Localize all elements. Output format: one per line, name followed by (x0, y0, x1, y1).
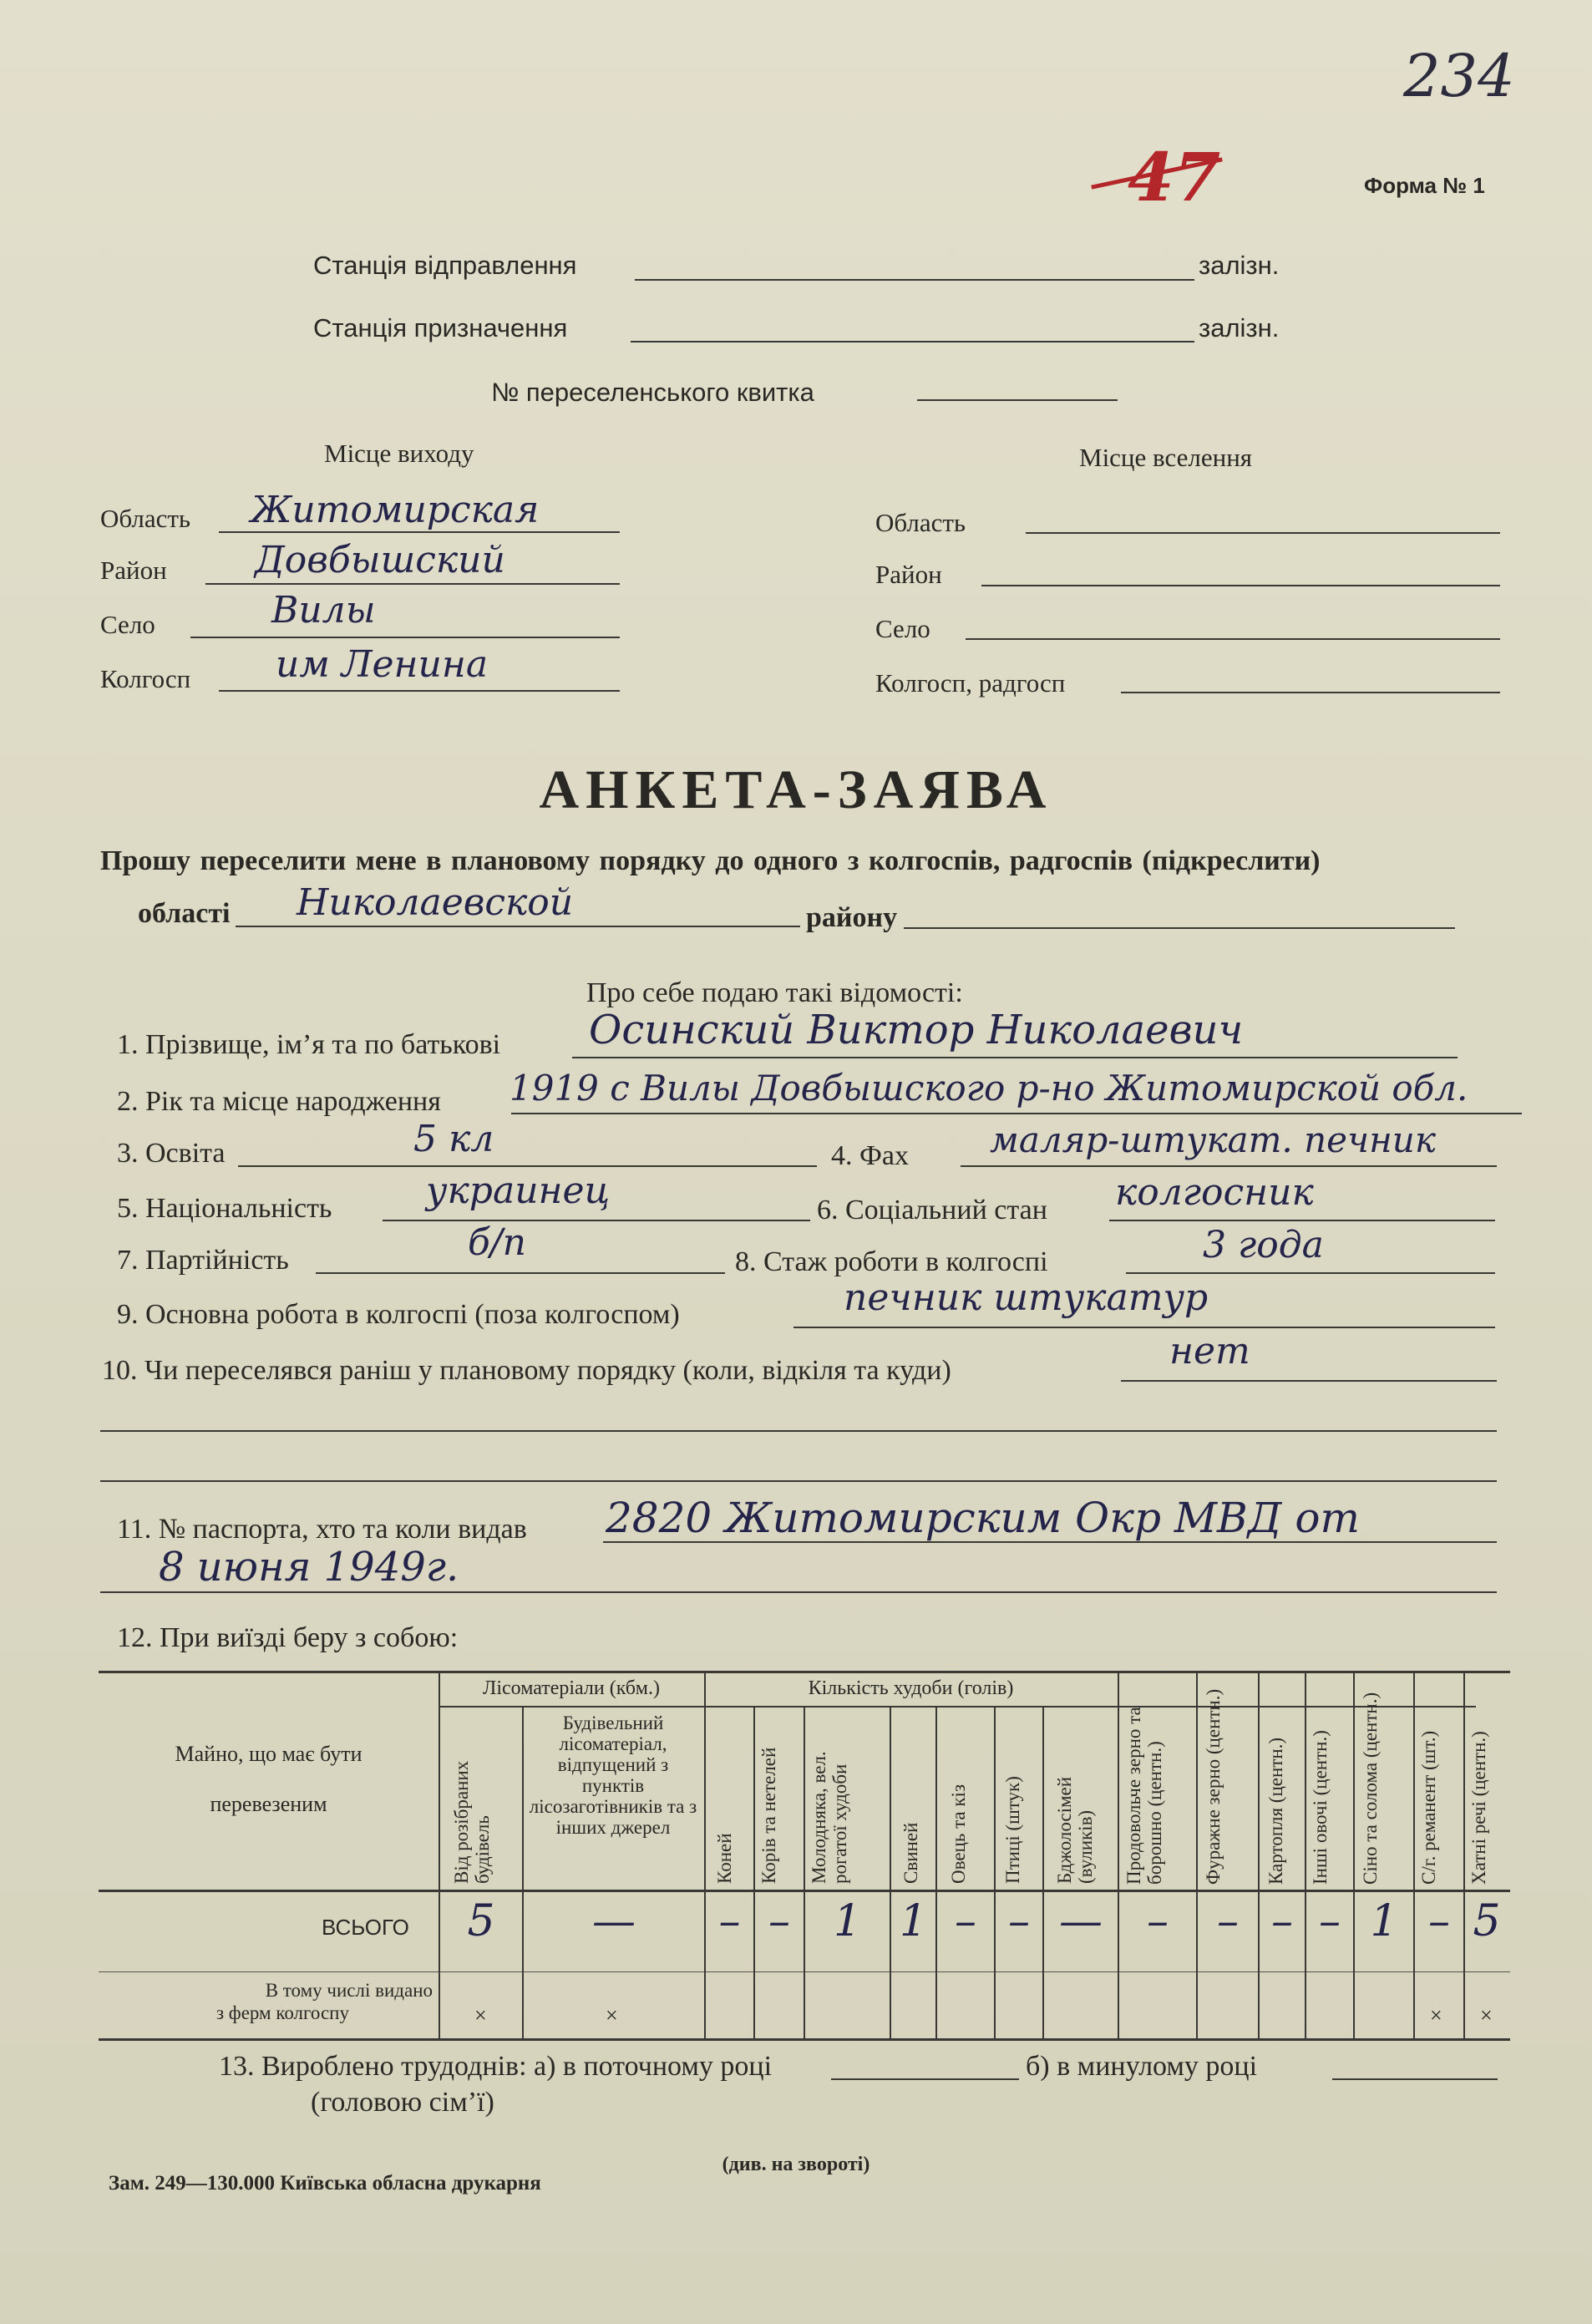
q5-label: 5. Національність (117, 1193, 332, 1224)
sheet-number: 234 (1403, 42, 1515, 110)
arrival-label: Станція призначення (313, 313, 568, 343)
total-value: – (718, 1896, 741, 1946)
farm-mark: × (606, 2003, 618, 2027)
total-label: ВСЬОГО (322, 1915, 409, 1940)
total-value: 1 (899, 1896, 928, 1946)
farm-label-line2: з ферм колгоспу (215, 2002, 349, 2023)
property-header-line1: Майно, що має бути (175, 1742, 363, 1766)
col-cows: Корів та нетелей (758, 1747, 779, 1884)
q11-value-line2: 8 июня 1949г. (159, 1544, 459, 1591)
q11-value-line1: 2820 Житомирским Окр МВД от (606, 1494, 1360, 1542)
col-sheep-goats: Овець та кіз (948, 1784, 969, 1884)
total-value: – (1008, 1896, 1030, 1946)
farm-mark: × (474, 2003, 487, 2027)
q4-label: 4. Фах (831, 1140, 909, 1171)
q9-value: печник штукатур (844, 1276, 1209, 1319)
col-horses: Коней (714, 1833, 735, 1884)
destination-title: Місце вселення (1079, 443, 1253, 472)
q10-label: 10. Чи переселявся раніш у плановому порядку (коли, відкіля та куди) (102, 1355, 951, 1386)
farm-mark: × (1430, 2003, 1442, 2027)
q10-extra-line-2 (100, 1480, 1497, 1482)
col-food-grain: Продовольче зерно та борошно (центн.) (1123, 1707, 1165, 1885)
ticket-line (917, 399, 1118, 401)
col-hay-straw: Сіно та солома (центн.) (1360, 1692, 1381, 1885)
col-bee-colonies: Бджолосімей (вуликів) (1054, 1776, 1096, 1884)
livestock-group-header: Кількість худоби (голів) (808, 1677, 1014, 1699)
q3-label: 3. Освіта (117, 1138, 226, 1169)
q6-value: колгосник (1115, 1171, 1314, 1214)
arrival-line (631, 341, 1194, 343)
oblast-value: Николаевской (297, 881, 574, 924)
origin-village-value: Вилы (271, 589, 376, 632)
q3-value: 5 кл (413, 1118, 494, 1160)
q12-label: 12. При виїзді беру з собою: (117, 1622, 459, 1653)
rayon-label: району (806, 902, 898, 933)
property-header-line2: перевезеним (210, 1792, 327, 1816)
total-value: 1 (833, 1896, 862, 1946)
document-page: 234 47 Форма № 1 Станція відправлення залізн. Станція призначення залізн. № переселенського квитка Місце виходу Місце вселення Область Житомирская Район Довбышский Село Вилы Колгосп им Ленина Область Район Село Колгосп, радгосп АНКЕТА-ЗАЯВА Прошу переселити мене в плановому порядку до одного з колгоспів, радгоспів (підкреслити) області Николаевской району Про себе подаю такі відомості: 1. Прізвище, ім’я та по батькові Осинский Виктор Николаевич 2. Рік та місце народження 1919 с Вилы Довбышского р-но Житомирской обл. 3. Освіта 5 кл 4. Фах маляр-штукат. печник 5. Національність украинец 6. Соціальний стан колгосник 7. Партійність б/п 8. Стаж роботи в колгоспі 3 года 9. Основна робота в колгоспі (поза колгоспом) печник штукатур 10. Чи переселявся раніш у плановому порядку (коли, відкіля та куди) нет 11. № паспорта, хто та коли видав 2820 Житомирским Окр МВД от 8 июня 1949г. 12. При виїзді беру з собою: Майно, що має бути перевезеним Лісоматеріали (кбм.) Кількість худоби (голів) Від розібраних будівель Будівельний лісоматеріал, відпущений з пунктів лісозаготівників та з інших джерел Коней Корів та нетелей Молодняка, вел. рогатої худоби Свиней Овець та кіз Птиці (штук) Бджолосімей (вуликів) Продовольче зерно та борошно (центн.) Фуражне зерно (центн.) Картопля (центн.) Інші овочі (центн.) Сіно та солома (центн.) С/г. реманент (шт.) Хатні речі (центн.) ВСЬОГО 5 — – – 1 1 – – — – – – – 1 – 5 В тому числі видано з ферм колгоспу × × × × 13. Вироблено трудоднів: а) в поточному році б) в минулому році (головою сім’ї) (див. на звороті) Зам. 249—130.000 Київська обласна друкарня (0, 0, 1592, 2324)
q7-label: 7. Партійність (117, 1245, 289, 1276)
q13-label: 13. Вироблено трудоднів: а) в поточному році (219, 2051, 773, 2082)
struck-number: 47 (1128, 138, 1221, 216)
q1-value: Осинский Виктор Николаевич (589, 1007, 1244, 1053)
printer-imprint: Зам. 249—130.000 Київська обласна друкарня (109, 2172, 541, 2195)
q8-value: 3 года (1203, 1224, 1324, 1266)
col-household-goods: Хатні речі (центн.) (1468, 1731, 1489, 1885)
q10-extra-line-1 (100, 1430, 1497, 1432)
total-value: — (592, 1896, 636, 1946)
departure-label: Станція відправлення (313, 251, 577, 280)
total-value: – (1271, 1896, 1293, 1946)
col-young-cattle: Молодняка, вел. рогатої худоби (809, 1751, 850, 1884)
farm-mark: × (1480, 2003, 1493, 2027)
q8-label: 8. Стаж роботи в колгоспі (735, 1246, 1048, 1277)
ticket-label: № переселенського квитка (491, 378, 814, 407)
total-value: — (1059, 1896, 1103, 1946)
timber-group-header: Лісоматеріали (кбм.) (483, 1677, 660, 1699)
q1-label: 1. Прізвище, ім’я та по батькові (117, 1029, 501, 1060)
intro-text: Про себе подаю такі відомості: (586, 977, 963, 1008)
q13-note: (головою сім’ї) (311, 2087, 494, 2118)
q7-value: б/п (468, 1221, 527, 1264)
origin-kolkhoz-value: им Ленина (276, 643, 489, 686)
total-value: – (768, 1896, 790, 1946)
q10-value: нет (1169, 1330, 1250, 1373)
col-building-timber: Будівельний лісоматеріал, відпущений з пунктів лісозаготівників та з інших джерел (529, 1713, 697, 1838)
total-value: – (1147, 1896, 1169, 1946)
col-dismantled-buildings: Від розібраних будівель (451, 1760, 493, 1884)
q5-value: украинец (426, 1170, 611, 1212)
form-label: Форма № 1 (1364, 173, 1485, 198)
q4-value: маляр-штукат. печник (990, 1119, 1436, 1160)
total-value: 5 (467, 1896, 495, 1946)
q9-label: 9. Основна робота в колгоспі (поза колгоспом) (117, 1299, 680, 1330)
arrival-suffix: залізн. (1199, 313, 1280, 343)
total-value: – (955, 1896, 976, 1946)
departure-line (635, 279, 1194, 281)
col-fodder-grain: Фуражне зерно (центн.) (1203, 1688, 1224, 1885)
total-value: – (1217, 1896, 1239, 1946)
departure-suffix: залізн. (1199, 251, 1280, 280)
col-other-vegetables: Інші овочі (центн.) (1310, 1730, 1331, 1885)
oblast-label: області (138, 898, 231, 929)
see-back-note: (див. на звороті) (722, 2154, 870, 2175)
origin-oblast-value: Житомирская (251, 489, 540, 531)
total-value: – (1428, 1896, 1450, 1946)
total-value: 1 (1370, 1896, 1398, 1946)
form-title: АНКЕТА-ЗАЯВА (539, 759, 1053, 820)
q11-label: 11. № паспорта, хто та коли видав (117, 1514, 527, 1545)
origin-rayon-value: Довбышский (255, 539, 505, 581)
q6-label: 6. Соціальний стан (817, 1195, 1047, 1225)
total-value: 5 (1473, 1896, 1501, 1946)
farm-label-line1: В тому числі видано (265, 1980, 433, 2001)
col-potatoes: Картопля (центн.) (1265, 1737, 1286, 1885)
col-poultry: Птиці (штук) (1002, 1776, 1023, 1884)
q2-value: 1919 с Вилы Довбышского р-но Житомирской обл. (510, 1068, 1468, 1109)
q2-label: 2. Рік та місце народження (117, 1086, 441, 1117)
request-text: Прошу переселити мене в плановому порядку до одного з колгоспів, радгоспів (підкреслити) (100, 845, 1321, 876)
total-value: – (1319, 1896, 1341, 1946)
q13-b-label: б) в минулому році (1026, 2051, 1258, 2082)
oblast-line (236, 926, 800, 927)
col-farm-tools: С/г. реманент (шт.) (1418, 1730, 1439, 1885)
origin-title: Місце виходу (324, 439, 474, 468)
rayon-line (904, 927, 1455, 929)
col-pigs: Свиней (900, 1822, 921, 1884)
